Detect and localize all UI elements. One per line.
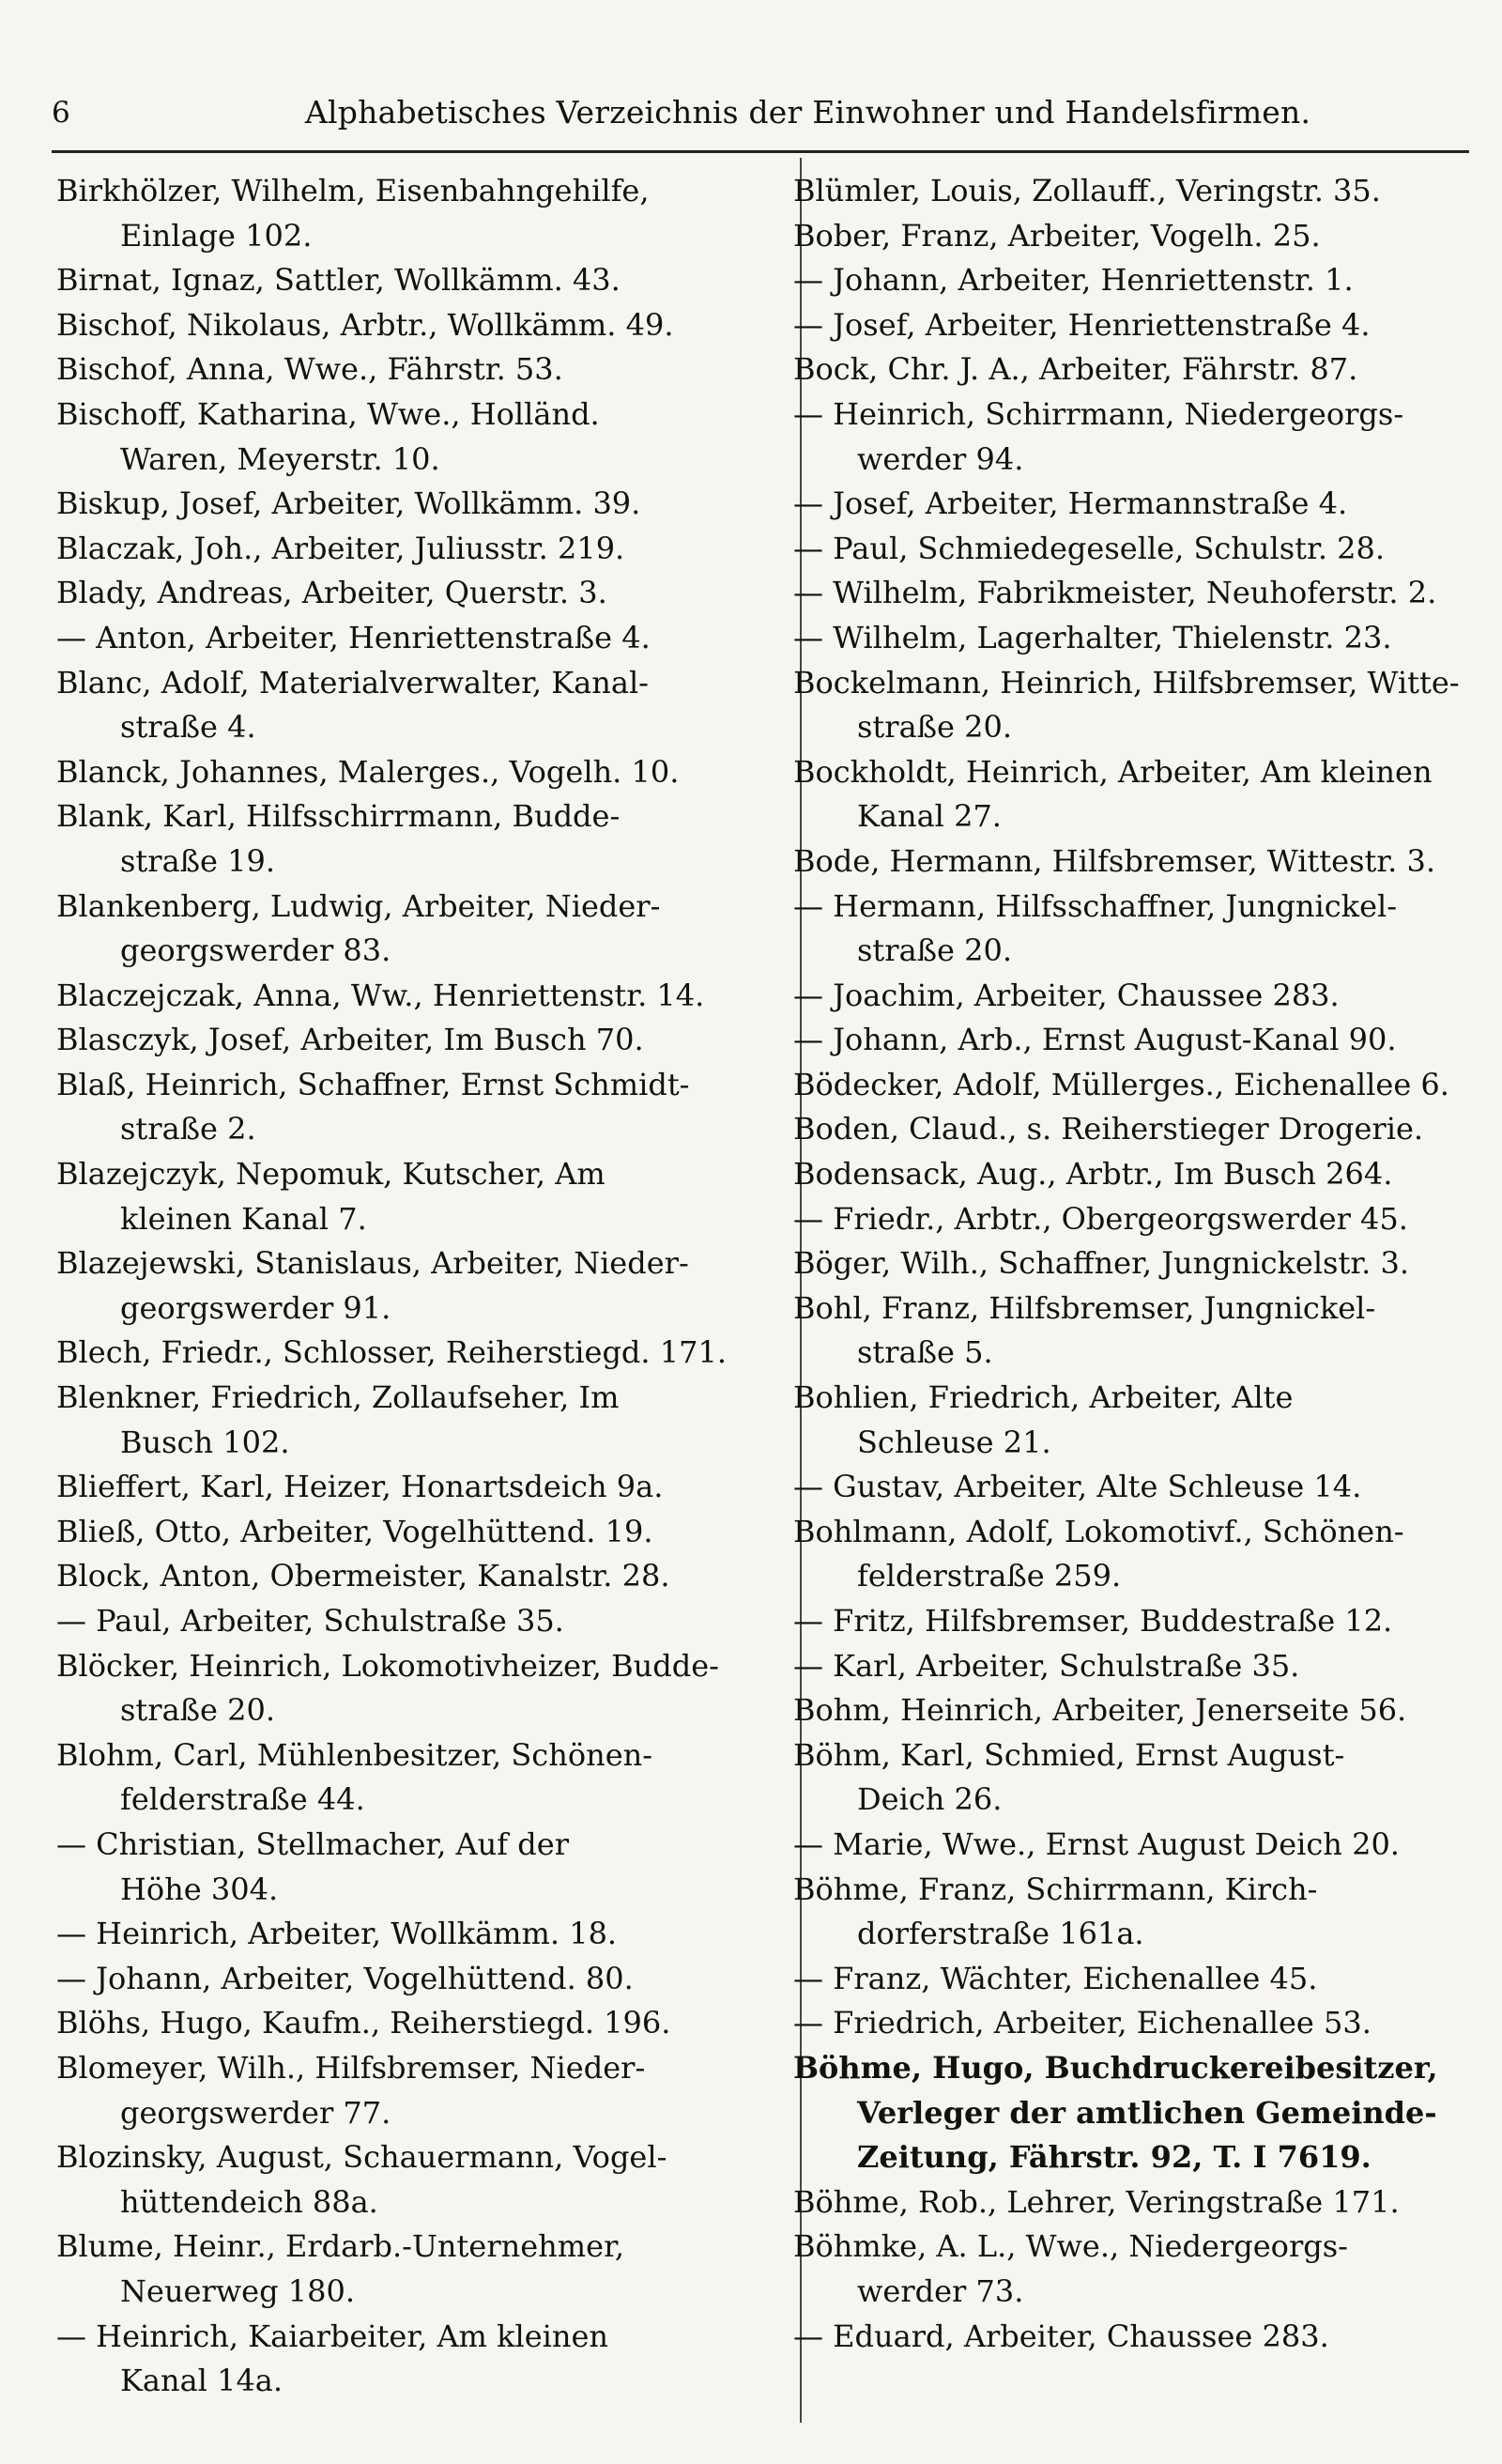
- entry-continuation-line: georgswerder 77.: [120, 2094, 391, 2131]
- directory-entry: Birnat, Ignaz, Sattler, Wollkämm. 43.: [56, 262, 621, 299]
- directory-entry: Bode, Hermann, Hilfsbremser, Wittestr. 3.: [793, 842, 1436, 879]
- directory-entry: — Gustav, Arbeiter, Alte Schleuse 14.: [793, 1469, 1362, 1505]
- directory-entry: Blanck, Johannes, Malerges., Vogelh. 10.: [56, 753, 680, 790]
- directory-entry: Blankenberg, Ludwig, Arbeiter, Nieder-: [56, 887, 661, 924]
- directory-entry: Bischoff, Katharina, Wwe., Holländ.: [56, 395, 600, 432]
- directory-entry: — Heinrich, Schirrmann, Niedergeorgs-: [793, 395, 1404, 432]
- directory-entry: Blomeyer, Wilh., Hilfsbremser, Nieder-: [56, 2049, 646, 2086]
- directory-entry: Bober, Franz, Arbeiter, Vogelh. 25.: [793, 217, 1321, 254]
- directory-entry: — Paul, Arbeiter, Schulstraße 35.: [56, 1603, 564, 1639]
- entry-continuation-line: Deich 26.: [857, 1781, 1003, 1818]
- entry-continuation-line: straße 20.: [857, 709, 1013, 746]
- entry-continuation-line: Zeitung, Fährstr. 92, T. I 7619.: [857, 2139, 1372, 2176]
- directory-entry: Blady, Andreas, Arbeiter, Querstr. 3.: [56, 575, 607, 611]
- directory-entry: Block, Anton, Obermeister, Kanalstr. 28.: [56, 1558, 670, 1594]
- directory-entry: Blohm, Carl, Mühlenbesitzer, Schönen-: [56, 1736, 653, 1773]
- directory-entry: — Heinrich, Kaiarbeiter, Am kleinen: [56, 2318, 609, 2354]
- directory-entry: Bohlien, Friedrich, Arbeiter, Alte: [793, 1379, 1294, 1416]
- entry-continuation-line: Kanal 14a.: [120, 2363, 284, 2399]
- directory-entry: Bockelmann, Heinrich, Hilfsbremser, Witte-: [793, 664, 1460, 701]
- directory-entry: — Christian, Stellmacher, Auf der: [56, 1825, 569, 1862]
- directory-entry: Böhmke, A. L., Wwe., Niedergeorgs-: [793, 2228, 1348, 2265]
- directory-entry: Bock, Chr. J. A., Arbeiter, Fährstr. 87.: [793, 351, 1358, 388]
- directory-entry: Bödecker, Adolf, Müllerges., Eichenallee 6.: [793, 1066, 1449, 1102]
- entry-continuation-line: straße 5.: [857, 1334, 993, 1371]
- directory-entry: Blasczyk, Josef, Arbeiter, Im Busch 70.: [56, 1022, 644, 1058]
- directory-entry: Blöcker, Heinrich, Lokomotivheizer, Budde-: [56, 1647, 719, 1684]
- directory-entry: Blaczejczak, Anna, Ww., Henriettenstr. 14.: [56, 977, 705, 1013]
- entry-continuation-line: Schleuse 21.: [857, 1424, 1051, 1460]
- directory-entry: Blaczak, Joh., Arbeiter, Juliusstr. 219.: [56, 530, 625, 566]
- entry-continuation-line: straße 4.: [120, 709, 256, 746]
- directory-entry: Bließ, Otto, Arbeiter, Vogelhüttend. 19.: [56, 1513, 653, 1549]
- directory-entry: — Josef, Arbeiter, Hermannstraße 4.: [793, 485, 1348, 522]
- directory-entry: Böhme, Rob., Lehrer, Veringstraße 171.: [793, 2183, 1400, 2220]
- directory-entry: Bohm, Heinrich, Arbeiter, Jenerseite 56.: [793, 1692, 1407, 1729]
- entry-continuation-line: Höhe 304.: [120, 1871, 279, 1907]
- entry-continuation-line: georgswerder 83.: [120, 932, 391, 969]
- entry-continuation-line: straße 2.: [120, 1111, 256, 1147]
- directory-entry: Blenkner, Friedrich, Zollaufseher, Im: [56, 1379, 620, 1416]
- directory-entry: Blech, Friedr., Schlosser, Reiherstiegd. 171.: [56, 1334, 727, 1371]
- directory-entry: — Paul, Schmiedegeselle, Schulstr. 28.: [793, 530, 1386, 566]
- directory-entry: — Fritz, Hilfsbremser, Buddestraße 12.: [793, 1603, 1393, 1639]
- entry-continuation-line: werder 73.: [857, 2272, 1024, 2309]
- directory-entry: Blanc, Adolf, Materialverwalter, Kanal-: [56, 664, 649, 701]
- directory-entry: — Marie, Wwe., Ernst August Deich 20.: [793, 1825, 1400, 1862]
- directory-entry: — Johann, Arbeiter, Vogelhüttend. 80.: [56, 1960, 634, 1996]
- directory-entry: Bodensack, Aug., Arbtr., Im Busch 264.: [793, 1156, 1393, 1193]
- directory-entry: — Karl, Arbeiter, Schulstraße 35.: [793, 1647, 1300, 1684]
- entry-continuation-line: Kanal 27.: [857, 798, 1002, 835]
- directory-entry: — Joachim, Arbeiter, Chaussee 283.: [793, 977, 1340, 1013]
- directory-entry: Bischof, Anna, Wwe., Fährstr. 53.: [56, 351, 563, 388]
- directory-entry: Böhme, Franz, Schirrmann, Kirch-: [793, 1871, 1318, 1907]
- entry-continuation-line: hüttendeich 88a.: [120, 2183, 378, 2220]
- directory-entry: Birkhölzer, Wilhelm, Eisenbahngehilfe,: [56, 173, 650, 208]
- directory-entry: Bohlmann, Adolf, Lokomotivf., Schönen-: [793, 1513, 1404, 1549]
- entry-continuation-line: dorferstraße 161a.: [857, 1916, 1144, 1952]
- directory-entry: Böger, Wilh., Schaffner, Jungnickelstr. 3.: [793, 1245, 1409, 1282]
- directory-entry: Bohl, Franz, Hilfsbremser, Jungnickel-: [793, 1289, 1376, 1326]
- left-column: [56, 169, 789, 2404]
- directory-entry: Bockholdt, Heinrich, Arbeiter, Am kleinen: [793, 753, 1433, 790]
- directory-entry: — Wilhelm, Lagerhalter, Thielenstr. 23.: [793, 619, 1392, 655]
- entry-continuation-line: Einlage 102.: [120, 217, 313, 254]
- page-number: 6: [52, 96, 70, 130]
- entry-continuation-line: Busch 102.: [120, 1424, 290, 1460]
- entry-continuation-line: straße 19.: [120, 842, 276, 879]
- directory-entry: Blümler, Louis, Zollauff., Veringstr. 35.: [793, 173, 1381, 208]
- directory-entry: — Eduard, Arbeiter, Chaussee 283.: [793, 2318, 1329, 2354]
- directory-entry: Boden, Claud., s. Reiherstieger Drogerie.: [793, 1111, 1424, 1147]
- directory-entry: Blaß, Heinrich, Schaffner, Ernst Schmidt-: [56, 1066, 690, 1102]
- directory-entry: — Heinrich, Arbeiter, Wollkämm. 18.: [56, 1916, 618, 1952]
- entry-continuation-line: straße 20.: [857, 932, 1013, 969]
- directory-entry: Blume, Heinr., Erdarb.-Unternehmer,: [56, 2228, 625, 2265]
- directory-entry: — Friedr., Arbtr., Obergeorgswerder 45.: [793, 1200, 1408, 1237]
- page-header: [52, 94, 1469, 150]
- entry-continuation-line: Neuerweg 180.: [120, 2272, 356, 2309]
- entry-continuation-line: felderstraße 44.: [120, 1781, 365, 1818]
- entry-continuation-line: straße 20.: [120, 1692, 276, 1729]
- directory-entry: Biskup, Josef, Arbeiter, Wollkämm. 39.: [56, 485, 641, 522]
- entry-continuation-line: Verleger der amtlichen Gemeinde-: [857, 2094, 1437, 2131]
- entry-continuation-line: Waren, Meyerstr. 10.: [120, 440, 440, 477]
- entry-continuation-line: georgswerder 91.: [120, 1289, 391, 1326]
- directory-entry: Böhm, Karl, Schmied, Ernst August-: [793, 1736, 1345, 1773]
- directory-entry: Blazejczyk, Nepomuk, Kutscher, Am: [56, 1156, 605, 1193]
- entry-continuation-line: werder 94.: [857, 440, 1024, 477]
- directory-entry: — Johann, Arbeiter, Henriettenstr. 1.: [793, 262, 1354, 299]
- entry-continuation-line: kleinen Kanal 7.: [120, 1200, 367, 1237]
- directory-entry: Blank, Karl, Hilfsschirrmann, Budde-: [56, 798, 621, 835]
- directory-entry: Blozinsky, August, Schauermann, Vogel-: [56, 2139, 667, 2176]
- header-rule: [52, 150, 1469, 153]
- directory-entry: — Johann, Arb., Ernst August-Kanal 90.: [793, 1022, 1397, 1058]
- directory-entry: — Friedrich, Arbeiter, Eichenallee 53.: [793, 2005, 1372, 2041]
- directory-entry: Blazejewski, Stanislaus, Arbeiter, Nieder-: [56, 1245, 689, 1282]
- directory-entry: — Franz, Wächter, Eichenallee 45.: [793, 1960, 1318, 1996]
- directory-entry: Blöhs, Hugo, Kaufm., Reiherstiegd. 196.: [56, 2005, 671, 2041]
- right-column: [793, 169, 1479, 2359]
- directory-entry: — Hermann, Hilfsschaffner, Jungnickel-: [793, 887, 1398, 924]
- entry-continuation-line: felderstraße 259.: [857, 1558, 1122, 1594]
- directory-entry: — Anton, Arbeiter, Henriettenstraße 4.: [56, 619, 651, 655]
- directory-entry: Blieffert, Karl, Heizer, Honartsdeich 9a.: [56, 1469, 664, 1505]
- directory-entry: Bischof, Nikolaus, Arbtr., Wollkämm. 49.: [56, 306, 674, 343]
- running-title: Alphabetisches Verzeichnis der Einwohner und Handelsfirmen.: [305, 94, 1311, 131]
- directory-entry: — Josef, Arbeiter, Henriettenstraße 4.: [793, 306, 1371, 343]
- directory-entry: Böhme, Hugo, Buchdruckereibesitzer,: [793, 2049, 1438, 2086]
- directory-entry: — Wilhelm, Fabrikmeister, Neuhoferstr. 2.: [793, 575, 1437, 611]
